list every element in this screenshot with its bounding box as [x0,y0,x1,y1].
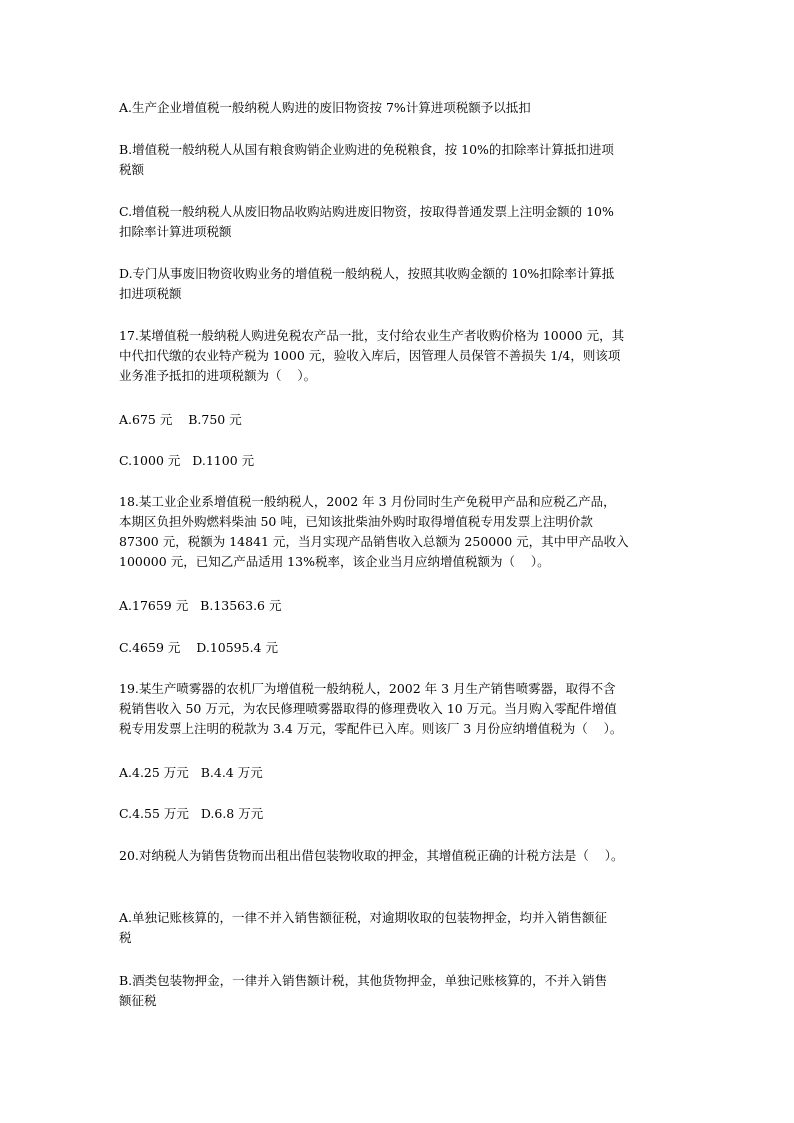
option-d-q16 [119,264,679,304]
text-line: A.单独记账核算的，一律不并入销售额征税，对逾期收取的包装物押金，均并入销售额征 [119,910,608,925]
text-line: B.酒类包装物押金，一律并入销售额计税，其他货物押金，单独记账核算的，不并入销售 [119,973,608,988]
text-line: 20.对纳税人为销售货物而出租出借包装物收取的押金，其增值税正确的计税方法是（ ）。 [119,848,624,863]
text-line: 中代扣代缴的农业特产税为 1000 元，验收入库后，因管理人员保管不善损失 1/4，则该项 [119,348,621,363]
text-line: 18.某工业企业系增值税一般纳税人，2002 年 3 月份同时生产免税甲产品和应税乙产品， [119,494,616,509]
text-line: 扣除率计算进项税额 [119,224,232,239]
options-cd-q17 [119,451,679,471]
question-18 [119,492,679,572]
text-line: C.4.55 万元 D.6.8 万元 [119,806,264,821]
text-line: 税销售收入 50 万元，为农民修理喷雾器取得的修理费收入 10 万元。当月购入零配件增值 [119,701,617,716]
text-line: C.4659 元 D.10595.4 元 [119,640,278,655]
option-a-q20 [119,908,679,948]
text-line: 17.某增值税一般纳税人购进免税农产品一批，支付给农业生产者收购价格为 10000 元，其 [119,328,625,343]
text-line: 87300 元，税额为 14841 元，当月实现产品销售收入总额为 250000 元，其中甲产品收入 [119,534,629,549]
question-20 [119,846,679,866]
options-cd-q19 [119,804,679,824]
question-19 [119,679,679,739]
text-line: 额征税 [119,993,157,1008]
options-cd-q18 [119,638,679,658]
text-line: C.增值税一般纳税人从废旧物品收购站购进废旧物资，按取得普通发票上注明金额的 10% [119,204,614,219]
text-line: 19.某生产喷雾器的农机厂为增值税一般纳税人，2002 年 3 月生产销售喷雾器，取得不含 [119,681,616,696]
text-line: 税 [119,930,132,945]
text-line: A.生产企业增值税一般纳税人购进的废旧物资按 7%计算进项税额予以抵扣 [119,100,531,115]
option-b-q16 [119,140,679,180]
question-17 [119,326,679,386]
text-line: 本期区负担外购燃料柴油 50 吨，已知该批柴油外购时取得增值税专用发票上注明价款 [119,514,593,529]
options-ab-q18 [119,596,679,616]
text-line: 100000 元，已知乙产品适用 13%税率，该企业当月应纳增值税额为（ ）。 [119,554,550,569]
text-line: A.4.25 万元 B.4.4 万元 [119,765,263,780]
text-line: B.增值税一般纳税人从国有粮食购销企业购进的免税粮食，按 10%的扣除率计算抵扣进项 [119,142,614,157]
text-line: 业务准予抵扣的进项税额为（ ）。 [119,368,317,383]
option-b-q20 [119,971,679,1011]
options-ab-q19 [119,763,679,783]
text-line: 税专用发票上注明的税款为 3.4 万元，零配件已入库。则该厂 3 月份应纳增值税为（ ）。 [119,721,623,736]
text-line: A.675 元 B.750 元 [119,412,242,427]
text-line: C.1000 元 D.1100 元 [119,453,255,468]
text-line: A.17659 元 B.13563.6 元 [119,598,282,613]
option-c-q16 [119,202,679,242]
text-line: 税额 [119,162,145,177]
options-ab-q17 [119,410,679,430]
text-line: 扣进项税额 [119,286,182,301]
option-a-q16 [119,98,679,118]
text-line: D.专门从事废旧物资收购业务的增值税一般纳税人，按照其收购金额的 10%扣除率计算抵 [119,266,615,281]
